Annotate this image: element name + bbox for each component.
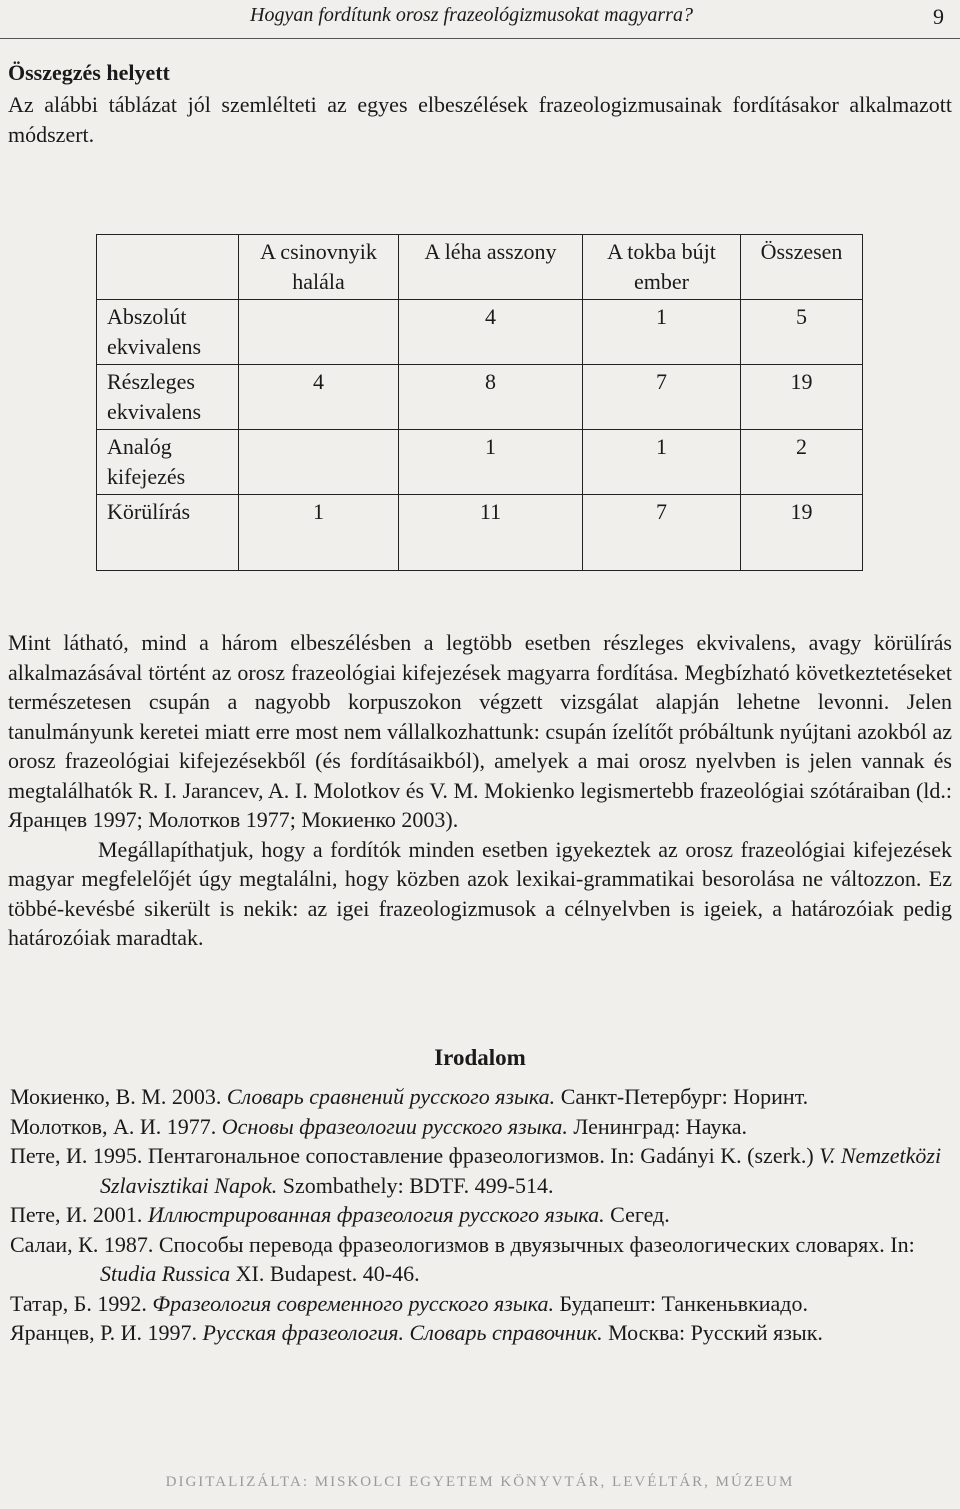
table-cell: 8 — [399, 365, 583, 430]
table-cell: 7 — [583, 495, 741, 571]
reference-item: Яранцев, Р. И. 1997. Русская фразеология. Словарь справочник. Москва: Русский язык. — [10, 1320, 823, 1345]
section-intro: Az alábbi táblázat jól szemlélteti az egyes elbeszélések frazeologizmusainak fordításakor alkalmazott módszert. — [8, 92, 952, 147]
reference-item: Пете, И. 1995. Пентагональное сопоставление фразеологизмов. In: Gadányi K. (szerk.) V. Nemzetközi Szlavisztikai Napok. Szombathely: BDTF. 499-514. — [10, 1143, 942, 1198]
table-cell: 1 — [583, 300, 741, 365]
running-header-title: Hogyan fordítunk orosz frazeológizmusokat magyarra? — [250, 4, 693, 26]
table-cell: 19 — [741, 365, 863, 430]
table-cell: 7 — [583, 365, 741, 430]
section-title: Összegzés helyett — [8, 60, 170, 85]
paragraph: Megállapíthatjuk, hogy a fordítók minden esetben igyekeztek az orosz frazeológiai kifejezések magyar megfelelőjét úgy megtalálni, hogy közben azok lexikai-grammatikai besorolása ne változzon. Ez többé-kevésbé sikerült is nekik: az igei frazeologizmusok a célnyelvben is igeiek, a határozóiak pedig határozóiak maradtak. — [8, 836, 952, 950]
reference-item: Молотков, А. И. 1977. Основы фразеологии русского языка. Ленинград: Наука. — [10, 1113, 747, 1139]
translation-method-table — [96, 234, 863, 571]
table-row — [97, 495, 863, 571]
reference-item: Пете, И. 2001. Иллюстрированная фразеология русского языка. Сегед. — [10, 1202, 670, 1227]
table-header-cell: Összesen — [741, 235, 863, 300]
paragraph: Mint látható, mind a három elbeszélésben a legtöbb esetben részleges ekvivalens, avagy körülírás alkalmazásával történt az orosz frazeológiai kifejezések magyarra fordítása. Megbízható következtetéseket természetesen csupán a nagyobb korpuszokon végzett vizsgálat alapján lehetne levonni. Jelen tanulmányunk keretei miatt erre most nem vállalkozhattunk: csupán ízelítőt próbáltunk nyújtani azokból az orosz frazeológiai kifejezésekből (és fordításaikból), amelyek a mai orosz nyelvben is jelen vannak és megtalálhatók R. I. Jarancev, A. I. Molotkov és V. M. Mokienko legismertebb frazeológiai szótáraiban (ld.: Яранцев 1997; Молотков 1977; Мокиенко 2003). — [8, 630, 952, 832]
table-cell: 1 — [583, 430, 741, 495]
table-cell: 1 — [239, 495, 399, 571]
table-header-cell: A léha asszony — [399, 235, 583, 300]
table-header-cell: A tokba bújt ember — [583, 235, 741, 300]
table-cell: 1 — [399, 430, 583, 495]
table-cell — [239, 300, 399, 365]
references-title: Irodalom — [434, 1045, 526, 1070]
table-row — [97, 430, 863, 495]
row-label: Körülírás — [97, 495, 239, 571]
table-cell — [239, 430, 399, 495]
digitization-footer: DIGITALIZÁLTA: MISKOLCI EGYETEM KÖNYVTÁR, LEVÉLTÁR, MÚZEUM — [165, 1474, 795, 1490]
table-header-row — [97, 235, 863, 300]
table-cell: 5 — [741, 300, 863, 365]
reference-item: Мокиенко, В. М. 2003. Словарь сравнений русского языка. Санкт-Петербург: Норинт. — [10, 1084, 809, 1109]
reference-item: Татар, Б. 1992. Фразеология современного русского языка. Будапешт: Танкеньвкиадо. — [10, 1290, 808, 1316]
body-text — [8, 628, 952, 953]
table-cell: 11 — [399, 495, 583, 571]
reference-item: Салаи, К. 1987. Способы перевода фразеологизмов в двуязычных фазеологических словарях. In: Studia Russica XI. Budapest. 40-46. — [10, 1231, 915, 1286]
page-number: 9 — [933, 4, 944, 29]
table-cell: 2 — [741, 430, 863, 495]
header-divider — [0, 38, 960, 39]
table-row — [97, 300, 863, 365]
table-header-cell: A csinovnyik halála — [239, 235, 399, 300]
table-header-cell — [97, 235, 239, 300]
table-cell: 4 — [239, 365, 399, 430]
table-row — [97, 365, 863, 430]
row-label: Abszolút ekvivalens — [97, 300, 239, 365]
table-cell: 19 — [741, 495, 863, 571]
table-cell: 4 — [399, 300, 583, 365]
references-list — [10, 1082, 954, 1348]
row-label: Részleges ekvivalens — [97, 365, 239, 430]
row-label: Analóg kifejezés — [97, 430, 239, 495]
